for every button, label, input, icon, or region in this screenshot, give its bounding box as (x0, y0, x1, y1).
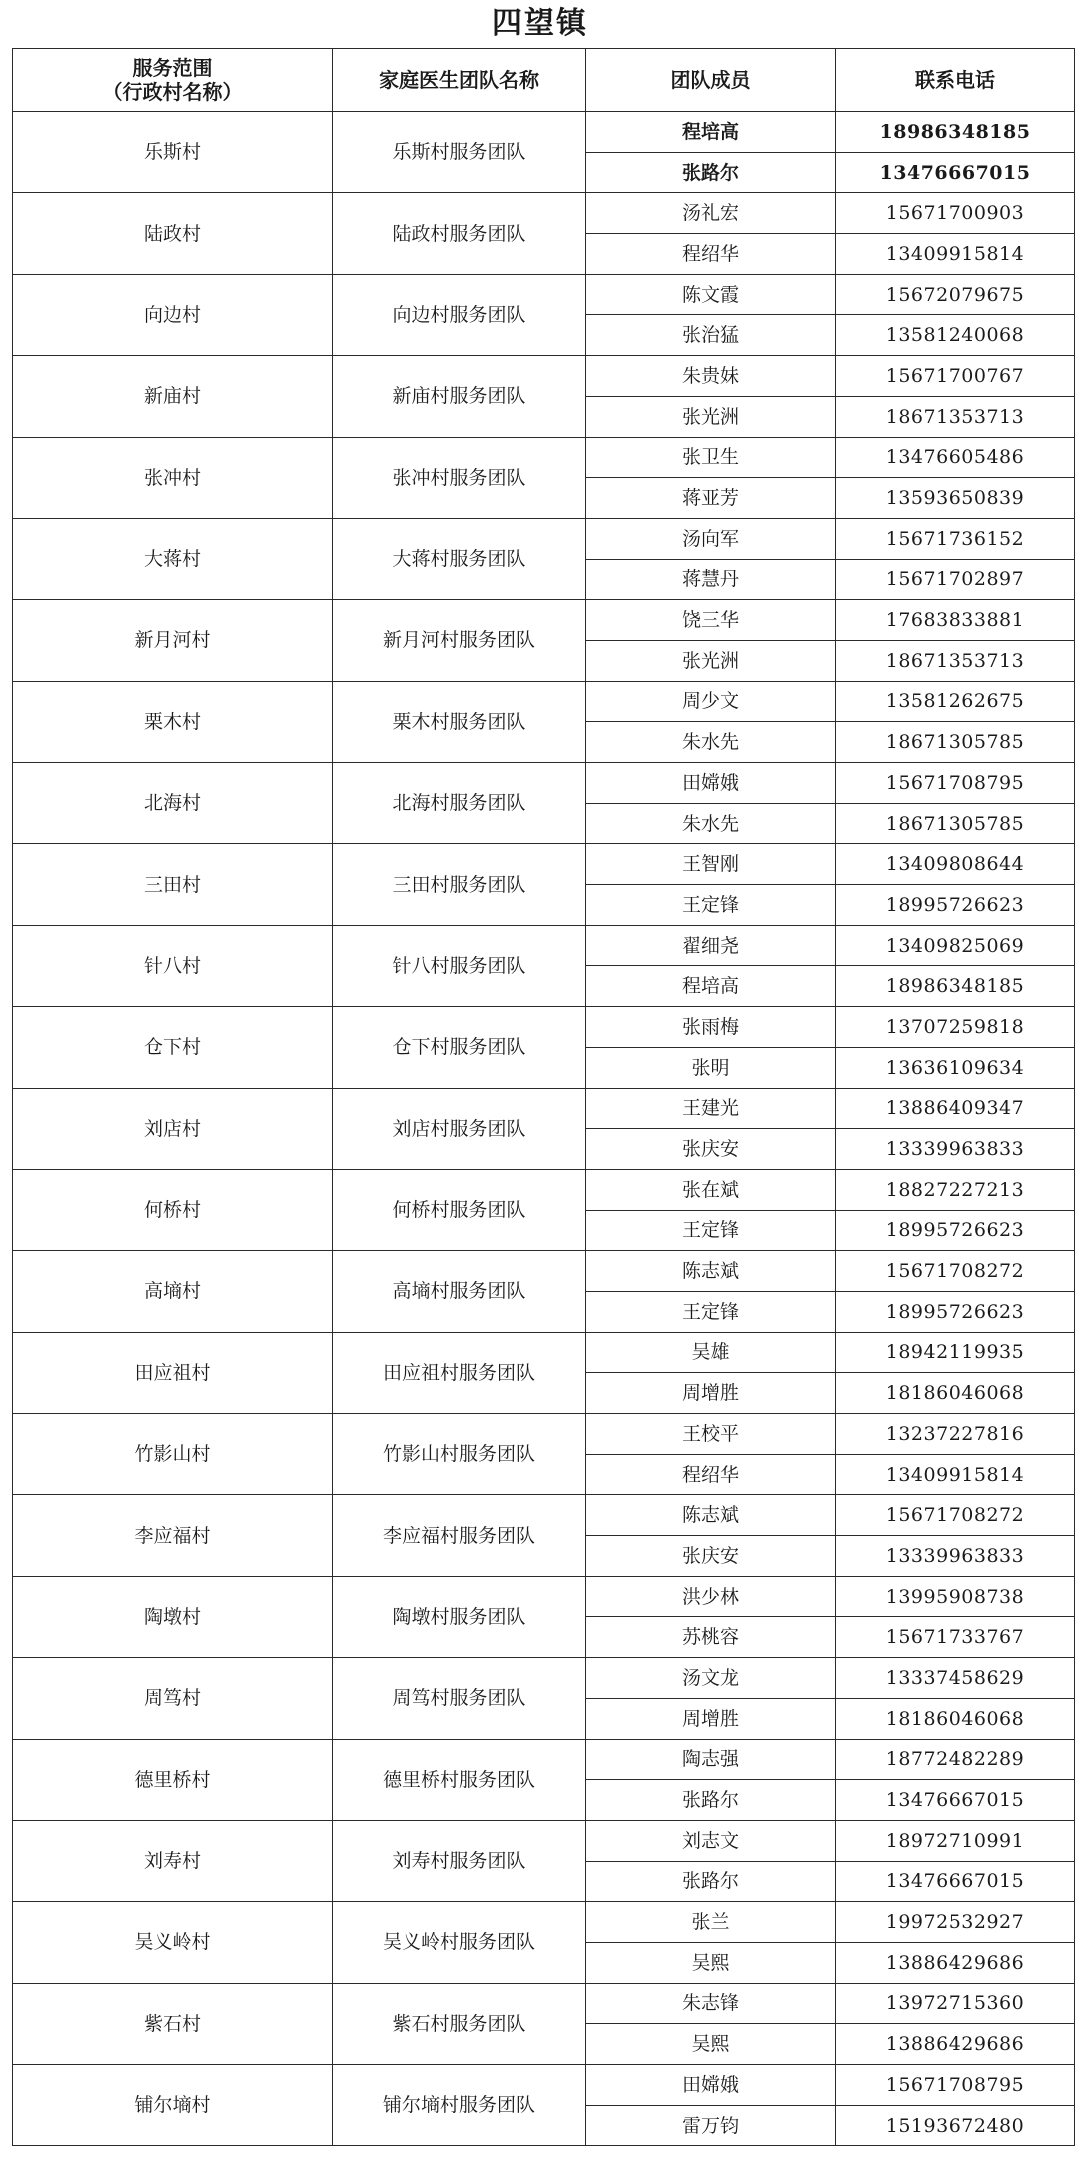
member-name-cell: 汤向军 (586, 518, 836, 559)
phone-cell: 15671708272 (836, 1251, 1075, 1292)
member-name-cell: 王定锋 (586, 1291, 836, 1332)
member-name-cell: 朱水先 (586, 803, 836, 844)
member-name-cell: 张在斌 (586, 1169, 836, 1210)
phone-cell: 13339963833 (836, 1129, 1075, 1170)
phone-cell: 13593650839 (836, 478, 1075, 519)
member-name-cell: 汤礼宏 (586, 193, 836, 234)
member-name-cell: 周增胜 (586, 1698, 836, 1739)
village-cell: 三田村 (13, 844, 333, 925)
member-name-cell: 吴熙 (586, 1942, 836, 1983)
phone-cell: 18986348185 (836, 966, 1075, 1007)
village-cell: 栗木村 (13, 681, 333, 762)
member-name-cell: 王校平 (586, 1414, 836, 1455)
member-name-cell: 张庆安 (586, 1129, 836, 1170)
team-name-cell: 吴义岭村服务团队 (333, 1902, 586, 1983)
phone-cell: 13886409347 (836, 1088, 1075, 1129)
team-name-cell: 紫石村服务团队 (333, 1983, 586, 2064)
phone-cell: 18772482289 (836, 1739, 1075, 1780)
team-name-cell: 刘寿村服务团队 (333, 1820, 586, 1901)
phone-cell: 18995726623 (836, 1291, 1075, 1332)
team-name-cell: 乐斯村服务团队 (333, 112, 586, 193)
table-row (13, 518, 1075, 559)
team-table (12, 48, 1075, 2146)
village-cell: 陆政村 (13, 193, 333, 274)
member-name-cell: 刘志文 (586, 1820, 836, 1861)
table-row (13, 1332, 1075, 1373)
team-name-cell: 大蒋村服务团队 (333, 518, 586, 599)
village-cell: 田应祖村 (13, 1332, 333, 1413)
phone-cell: 18942119935 (836, 1332, 1075, 1373)
phone-cell: 18186046068 (836, 1698, 1075, 1739)
village-cell: 何桥村 (13, 1169, 333, 1250)
phone-cell: 13972715360 (836, 1983, 1075, 2024)
phone-cell: 15671700767 (836, 356, 1075, 397)
team-name-cell: 周笃村服务团队 (333, 1658, 586, 1739)
village-cell: 铺尔墒村 (13, 2065, 333, 2146)
phone-cell: 13581240068 (836, 315, 1075, 356)
village-cell: 针八村 (13, 925, 333, 1006)
table-row (13, 1983, 1075, 2024)
header-village-line2: （行政村名称） (102, 80, 243, 104)
phone-cell: 18986348185 (836, 112, 1075, 153)
phone-cell: 15671708272 (836, 1495, 1075, 1536)
village-cell: 高墒村 (13, 1251, 333, 1332)
village-cell: 竹影山村 (13, 1414, 333, 1495)
team-name-cell: 陶墩村服务团队 (333, 1576, 586, 1657)
table-row (13, 356, 1075, 397)
member-name-cell: 程绍华 (586, 1454, 836, 1495)
phone-cell: 19972532927 (836, 1902, 1075, 1943)
team-name-cell: 何桥村服务团队 (333, 1169, 586, 1250)
member-name-cell: 翟细尧 (586, 925, 836, 966)
phone-cell: 18671305785 (836, 803, 1075, 844)
table-row (13, 844, 1075, 885)
member-name-cell: 蒋亚芳 (586, 478, 836, 519)
phone-cell: 13476667015 (836, 152, 1075, 193)
header-phone: 联系电话 (836, 49, 1075, 112)
member-name-cell: 朱水先 (586, 722, 836, 763)
village-cell: 陶墩村 (13, 1576, 333, 1657)
team-name-cell: 铺尔墒村服务团队 (333, 2065, 586, 2146)
member-name-cell: 张兰 (586, 1902, 836, 1943)
member-name-cell: 王建光 (586, 1088, 836, 1129)
table-row (13, 1495, 1075, 1536)
phone-cell: 15671733767 (836, 1617, 1075, 1658)
header-members: 团队成员 (586, 49, 836, 112)
phone-cell: 13409825069 (836, 925, 1075, 966)
team-name-cell: 三田村服务团队 (333, 844, 586, 925)
phone-cell: 15671702897 (836, 559, 1075, 600)
phone-cell: 13995908738 (836, 1576, 1075, 1617)
phone-cell: 17683833881 (836, 600, 1075, 641)
team-name-cell: 田应祖村服务团队 (333, 1332, 586, 1413)
village-cell: 德里桥村 (13, 1739, 333, 1820)
phone-cell: 13886429686 (836, 2024, 1075, 2065)
member-name-cell: 张庆安 (586, 1536, 836, 1577)
table-row (13, 1576, 1075, 1617)
member-name-cell: 吴雄 (586, 1332, 836, 1373)
village-cell: 刘寿村 (13, 1820, 333, 1901)
phone-cell: 13886429686 (836, 1942, 1075, 1983)
table-row (13, 1658, 1075, 1699)
team-name-cell: 新庙村服务团队 (333, 356, 586, 437)
member-name-cell: 张明 (586, 1047, 836, 1088)
phone-cell: 13337458629 (836, 1658, 1075, 1699)
member-name-cell: 苏桃容 (586, 1617, 836, 1658)
phone-cell: 13409915814 (836, 234, 1075, 275)
header-village-line1: 服务范围 (132, 56, 213, 80)
phone-cell: 13476667015 (836, 1861, 1075, 1902)
page-title: 四望镇 (492, 6, 588, 41)
member-name-cell: 饶三华 (586, 600, 836, 641)
member-name-cell: 张路尔 (586, 1861, 836, 1902)
village-cell: 周笃村 (13, 1658, 333, 1739)
table-row (13, 2065, 1075, 2106)
team-name-cell: 向边村服务团队 (333, 274, 586, 355)
member-name-cell: 汤文龙 (586, 1658, 836, 1699)
header-team: 家庭医生团队名称 (333, 49, 586, 112)
table-body (13, 112, 1075, 2146)
phone-cell: 13636109634 (836, 1047, 1075, 1088)
village-cell: 张冲村 (13, 437, 333, 518)
team-name-cell: 张冲村服务团队 (333, 437, 586, 518)
table-row (13, 1169, 1075, 1210)
phone-cell: 13707259818 (836, 1007, 1075, 1048)
phone-cell: 15193672480 (836, 2105, 1075, 2146)
member-name-cell: 周增胜 (586, 1373, 836, 1414)
member-name-cell: 张光洲 (586, 640, 836, 681)
member-name-cell: 朱贵妹 (586, 356, 836, 397)
table-row (13, 112, 1075, 153)
phone-cell: 13339963833 (836, 1536, 1075, 1577)
member-name-cell: 陈志斌 (586, 1251, 836, 1292)
member-name-cell: 张路尔 (586, 1780, 836, 1821)
phone-cell: 18827227213 (836, 1169, 1075, 1210)
table-row (13, 1251, 1075, 1292)
table-row (13, 1088, 1075, 1129)
member-name-cell: 陈志斌 (586, 1495, 836, 1536)
table-row (13, 681, 1075, 722)
village-cell: 大蒋村 (13, 518, 333, 599)
member-name-cell: 雷万钧 (586, 2105, 836, 2146)
phone-cell: 13409808644 (836, 844, 1075, 885)
phone-cell: 18671353713 (836, 396, 1075, 437)
team-name-cell: 刘店村服务团队 (333, 1088, 586, 1169)
member-name-cell: 周少文 (586, 681, 836, 722)
phone-cell: 18671353713 (836, 640, 1075, 681)
member-name-cell: 张卫生 (586, 437, 836, 478)
phone-cell: 13237227816 (836, 1414, 1075, 1455)
village-cell: 新月河村 (13, 600, 333, 681)
member-name-cell: 张雨梅 (586, 1007, 836, 1048)
header-village (13, 49, 333, 112)
table-row (13, 1902, 1075, 1943)
phone-cell: 15671708795 (836, 2065, 1075, 2106)
header-row (13, 49, 1075, 112)
member-name-cell: 洪少林 (586, 1576, 836, 1617)
village-cell: 仓下村 (13, 1007, 333, 1088)
table-row (13, 193, 1075, 234)
member-name-cell: 程培高 (586, 966, 836, 1007)
phone-cell: 18671305785 (836, 722, 1075, 763)
phone-cell: 15671736152 (836, 518, 1075, 559)
team-name-cell: 栗木村服务团队 (333, 681, 586, 762)
village-cell: 新庙村 (13, 356, 333, 437)
member-name-cell: 田嫦娥 (586, 2065, 836, 2106)
team-name-cell: 针八村服务团队 (333, 925, 586, 1006)
phone-cell: 15672079675 (836, 274, 1075, 315)
table-row (13, 763, 1075, 804)
village-cell: 乐斯村 (13, 112, 333, 193)
team-name-cell: 竹影山村服务团队 (333, 1414, 586, 1495)
village-cell: 刘店村 (13, 1088, 333, 1169)
village-cell: 李应福村 (13, 1495, 333, 1576)
team-name-cell: 新月河村服务团队 (333, 600, 586, 681)
member-name-cell: 张光洲 (586, 396, 836, 437)
phone-cell: 15671708795 (836, 763, 1075, 804)
member-name-cell: 陈文霞 (586, 274, 836, 315)
member-name-cell: 吴熙 (586, 2024, 836, 2065)
phone-cell: 18186046068 (836, 1373, 1075, 1414)
team-name-cell: 北海村服务团队 (333, 763, 586, 844)
member-name-cell: 陶志强 (586, 1739, 836, 1780)
table-row (13, 1414, 1075, 1455)
table-row (13, 1739, 1075, 1780)
table-row (13, 1007, 1075, 1048)
phone-cell: 15671700903 (836, 193, 1075, 234)
member-name-cell: 程绍华 (586, 234, 836, 275)
table-row (13, 1820, 1075, 1861)
team-name-cell: 高墒村服务团队 (333, 1251, 586, 1332)
team-name-cell: 德里桥村服务团队 (333, 1739, 586, 1820)
member-name-cell: 王智刚 (586, 844, 836, 885)
member-name-cell: 田嫦娥 (586, 763, 836, 804)
member-name-cell: 朱志锋 (586, 1983, 836, 2024)
phone-cell: 18972710991 (836, 1820, 1075, 1861)
team-name-cell: 仓下村服务团队 (333, 1007, 586, 1088)
phone-cell: 13581262675 (836, 681, 1075, 722)
team-name-cell: 李应福村服务团队 (333, 1495, 586, 1576)
phone-cell: 13476605486 (836, 437, 1075, 478)
team-name-cell: 陆政村服务团队 (333, 193, 586, 274)
table-row (13, 274, 1075, 315)
village-cell: 吴义岭村 (13, 1902, 333, 1983)
village-cell: 紫石村 (13, 1983, 333, 2064)
member-name-cell: 张路尔 (586, 152, 836, 193)
member-name-cell: 程培高 (586, 112, 836, 153)
phone-cell: 13476667015 (836, 1780, 1075, 1821)
member-name-cell: 王定锋 (586, 1210, 836, 1251)
phone-cell: 13409915814 (836, 1454, 1075, 1495)
table-row (13, 925, 1075, 966)
village-cell: 向边村 (13, 274, 333, 355)
phone-cell: 18995726623 (836, 1210, 1075, 1251)
table-row (13, 437, 1075, 478)
table-row (13, 600, 1075, 641)
village-cell: 北海村 (13, 763, 333, 844)
phone-cell: 18995726623 (836, 885, 1075, 926)
member-name-cell: 王定锋 (586, 885, 836, 926)
member-name-cell: 蒋慧丹 (586, 559, 836, 600)
member-name-cell: 张治猛 (586, 315, 836, 356)
